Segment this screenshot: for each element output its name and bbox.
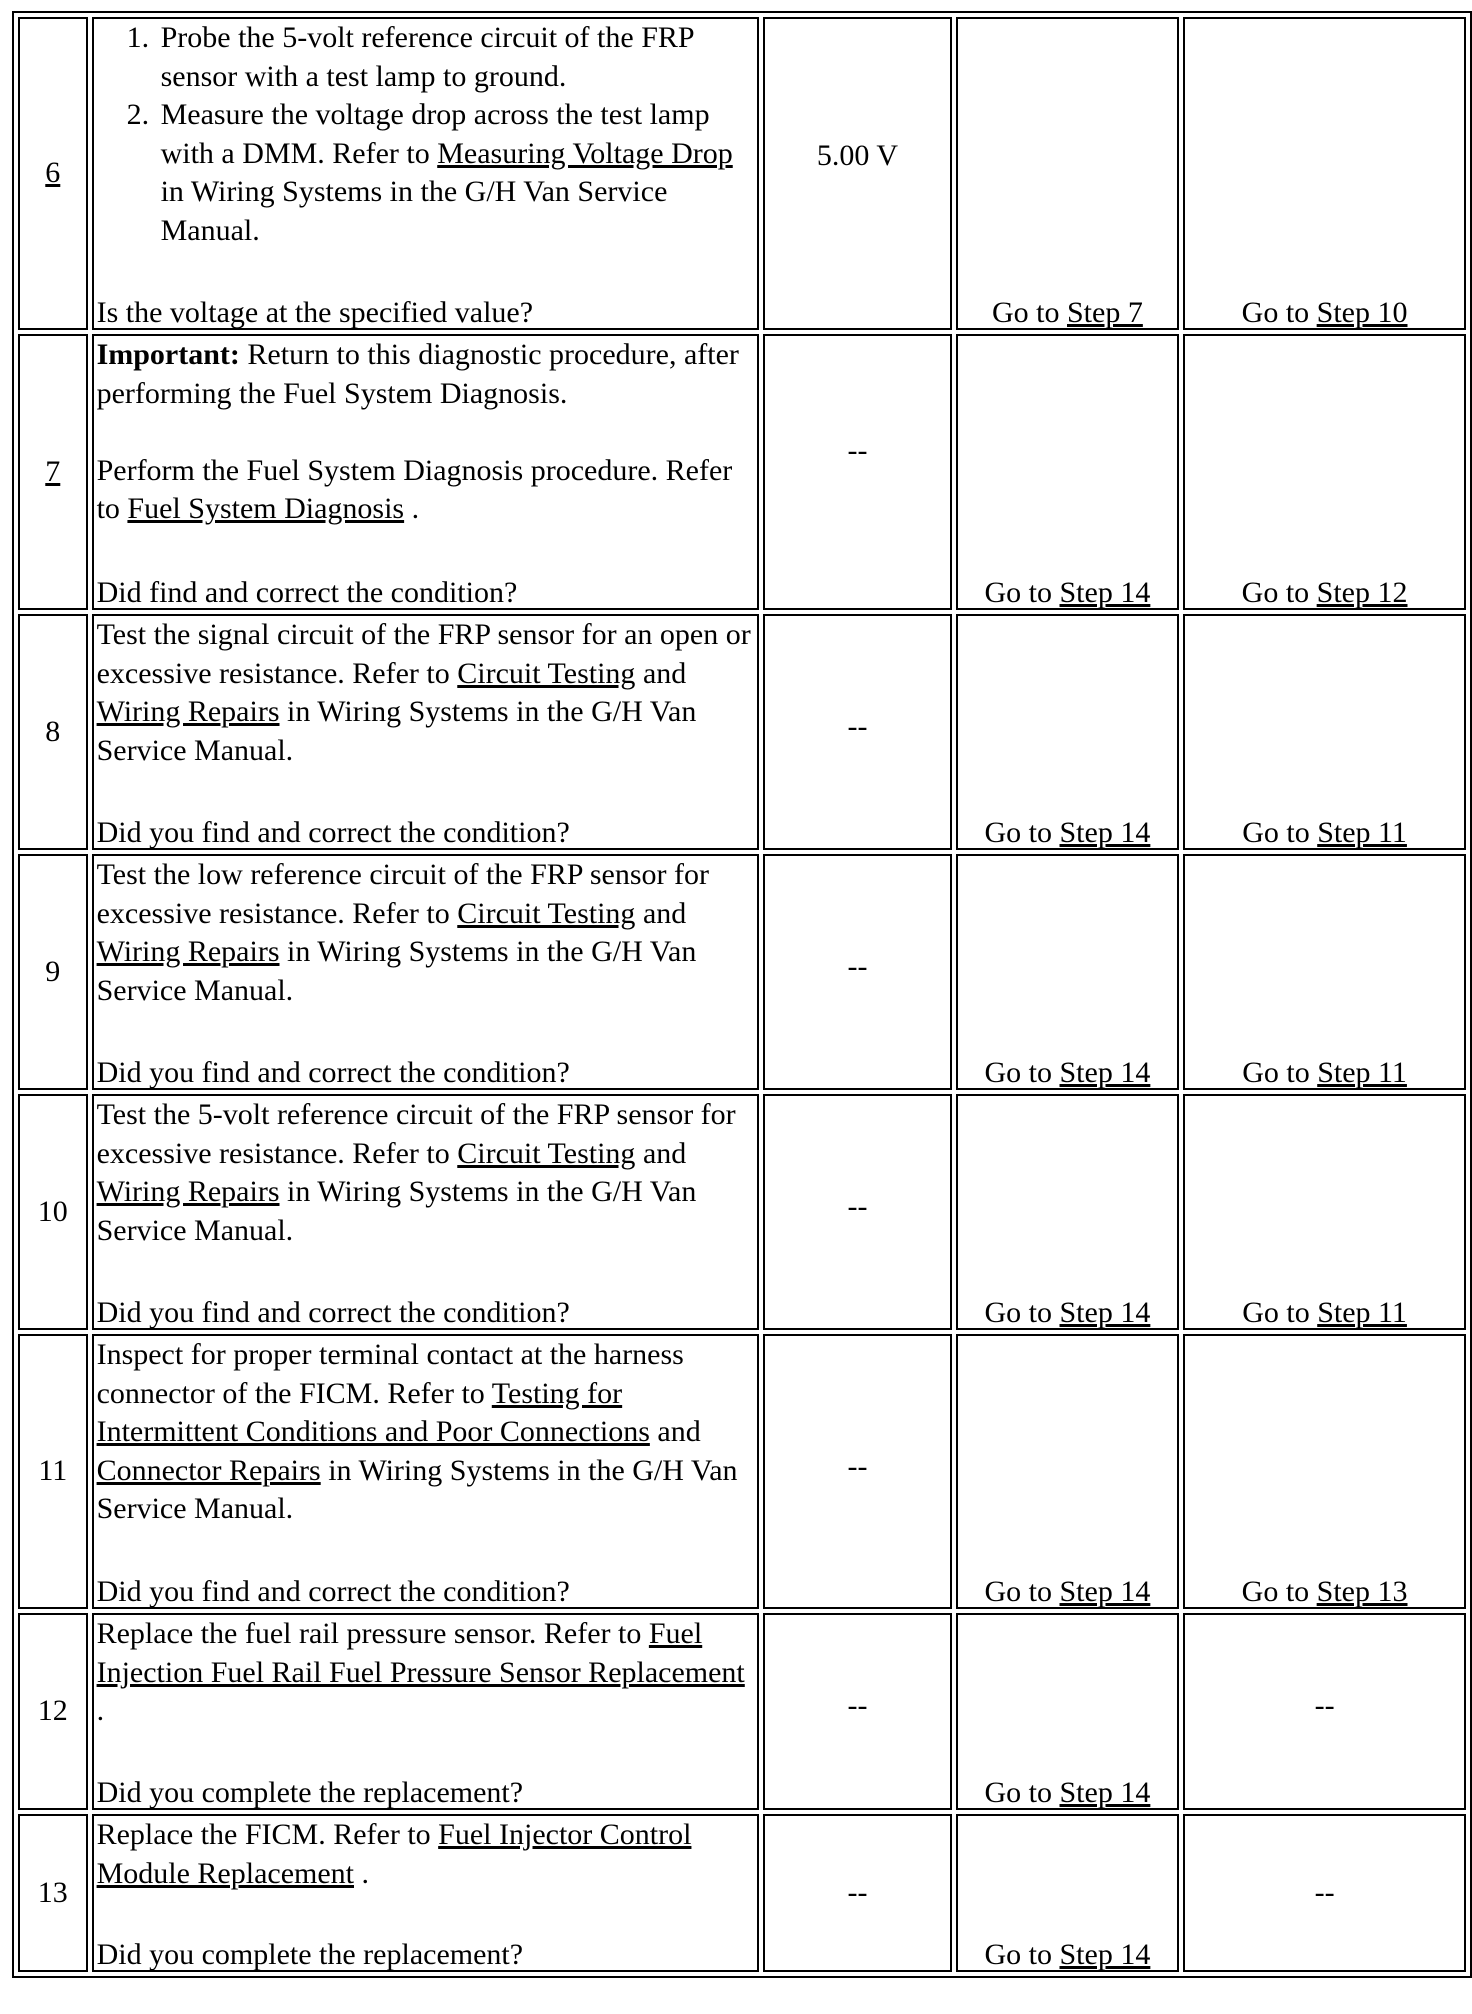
value-cell: [763, 1334, 951, 1609]
body-text: Test the signal circuit of the FRP sensor for an open or excessive resistance. Refer to Circuit Testing and Wiring Repairs in Wiring Systems in the G/H Van Service Manual.: [96, 618, 751, 767]
step-number-link[interactable]: 7: [45, 454, 61, 488]
fuel-system-diagnosis-link[interactable]: Fuel System Diagnosis: [127, 492, 405, 526]
no-step-link[interactable]: Step 11: [1317, 1296, 1407, 1330]
table-row-step-12: [18, 1613, 1466, 1810]
specified-value: --: [847, 1689, 868, 1722]
yes-goto: Go to Step 14: [984, 816, 1151, 850]
action-cell: [92, 17, 760, 330]
question-text: Did you find and correct the condition?: [96, 1575, 570, 1609]
action-cell: [92, 854, 760, 1090]
circuit-testing-link[interactable]: Circuit Testing: [457, 1136, 636, 1170]
action-cell: [92, 334, 760, 610]
question-text: Is the voltage at the specified value?: [96, 296, 534, 330]
action-cell: [92, 1334, 760, 1609]
step-number: 10: [37, 1194, 68, 1228]
yes-goto: Go to Step 14: [984, 576, 1151, 610]
specified-value: --: [847, 1876, 868, 1909]
action-cell: [92, 1094, 760, 1330]
testing-intermittent-conditions-link[interactable]: Testing for Intermittent Conditions and Poor Connections: [96, 1376, 650, 1449]
no-value: --: [1314, 1876, 1335, 1909]
instruction-item: 1. Probe the 5-volt reference circuit of the FRP sensor with a test lamp to ground.: [157, 19, 758, 96]
table-row-step-13: [18, 1814, 1466, 1972]
value-cell: [763, 1613, 951, 1810]
no-goto: Go to Step 12: [1241, 576, 1408, 610]
step-cell: [18, 17, 88, 330]
step-cell: [18, 614, 88, 850]
question-text: Did find and correct the condition?: [96, 576, 518, 610]
yes-step-link[interactable]: Step 14: [1059, 816, 1151, 850]
no-goto: Go to Step 10: [1241, 296, 1408, 330]
connector-repairs-link[interactable]: Connector Repairs: [96, 1453, 321, 1487]
table-row-step-8: [18, 614, 1466, 850]
body-text: Replace the fuel rail pressure sensor. Refer to Fuel Injection Fuel Rail Fuel Pressure Sensor Replacement .: [96, 1617, 745, 1728]
body-text: Perform the Fuel System Diagnosis procedure. Refer to Fuel System Diagnosis .: [96, 453, 733, 526]
no-cell: [1183, 614, 1466, 850]
table-row-step-7: [18, 334, 1466, 610]
no-step-link[interactable]: Step 11: [1317, 816, 1407, 850]
instruction-list: [97, 19, 758, 251]
no-step-link[interactable]: Step 12: [1316, 576, 1408, 610]
yes-cell: [956, 334, 1179, 610]
specified-value: --: [847, 434, 868, 467]
step-number: 11: [38, 1454, 68, 1488]
yes-step-link[interactable]: Step 14: [1059, 576, 1151, 610]
specified-value: --: [847, 1190, 868, 1223]
question-text: Did you complete the replacement?: [96, 1938, 524, 1972]
instruction-item: 2. Measure the voltage drop across the test lamp with a DMM. Refer to Measuring Voltage Drop in Wiring Systems in the G/H Van Service Manual.: [157, 96, 758, 250]
no-goto: Go to Step 13: [1241, 1575, 1408, 1609]
value-cell: [763, 614, 951, 850]
table-row-step-10: [18, 1094, 1466, 1330]
no-step-link[interactable]: Step 13: [1316, 1575, 1408, 1609]
value-cell: [763, 1094, 951, 1330]
wiring-repairs-link[interactable]: Wiring Repairs: [96, 935, 280, 969]
yes-goto: Go to Step 7: [992, 296, 1143, 330]
no-goto: Go to Step 11: [1242, 816, 1407, 850]
action-cell: [92, 1613, 760, 1810]
yes-step-link[interactable]: Step 14: [1059, 1938, 1151, 1972]
specified-value: --: [847, 950, 868, 983]
no-cell: [1183, 1613, 1466, 1810]
step-cell: [18, 1094, 88, 1330]
yes-cell: [956, 614, 1179, 850]
measuring-voltage-drop-link[interactable]: Measuring Voltage Drop: [437, 136, 733, 170]
yes-step-link[interactable]: Step 14: [1059, 1776, 1151, 1810]
wiring-repairs-link[interactable]: Wiring Repairs: [96, 695, 280, 729]
no-step-link[interactable]: Step 10: [1316, 296, 1408, 330]
no-goto: Go to Step 11: [1242, 1296, 1407, 1330]
step-number: 9: [45, 954, 61, 988]
value-cell: [763, 17, 951, 330]
ficm-replacement-link[interactable]: Fuel Injector Control Module Replacement: [96, 1818, 692, 1890]
step-number: 13: [37, 1875, 68, 1909]
no-cell: [1183, 1814, 1466, 1972]
step-number: 8: [45, 714, 61, 748]
no-cell: [1183, 1094, 1466, 1330]
yes-step-link[interactable]: Step 14: [1059, 1575, 1151, 1609]
yes-goto: Go to Step 14: [984, 1776, 1151, 1810]
step-cell: [18, 854, 88, 1090]
diagnostic-table: [12, 11, 1472, 1978]
no-cell: [1183, 17, 1466, 330]
yes-goto: Go to Step 14: [984, 1575, 1151, 1609]
yes-goto: Go to Step 14: [984, 1056, 1151, 1090]
body-text: Replace the FICM. Refer to Fuel Injector Control Module Replacement .: [96, 1818, 692, 1890]
yes-goto: Go to Step 14: [984, 1938, 1151, 1972]
table-row-step-11: [18, 1334, 1466, 1609]
question-text: Did you complete the replacement?: [96, 1776, 524, 1810]
no-value: --: [1314, 1689, 1335, 1722]
yes-cell: [956, 1334, 1179, 1609]
table-row-step-6: [18, 17, 1466, 330]
yes-cell: [956, 17, 1179, 330]
body-text: Inspect for proper terminal contact at the harness connector of the FICM. Refer to Testing for Intermittent Conditions and Poor Connections and Connector Repairs in Wiring Systems in the G/H Van Service Manual.: [96, 1338, 738, 1526]
action-cell: [92, 1814, 760, 1972]
step-number-link[interactable]: 6: [45, 156, 61, 190]
question-text: Did you find and correct the condition?: [96, 1056, 570, 1090]
action-cell: [92, 614, 760, 850]
no-cell: [1183, 1334, 1466, 1609]
no-cell: [1183, 334, 1466, 610]
yes-step-link[interactable]: Step 7: [1067, 296, 1143, 330]
body-text: Test the 5-volt reference circuit of the FRP sensor for excessive resistance. Refer to Circuit Testing and Wiring Repairs in Wiring Systems in the G/H Van Service Manual.: [96, 1098, 736, 1247]
yes-cell: [956, 1814, 1179, 1972]
yes-cell: [956, 1094, 1179, 1330]
fuel-pressure-sensor-replacement-link[interactable]: Fuel Injection Fuel Rail Fuel Pressure Sensor Replacement: [96, 1617, 745, 1689]
no-goto: Go to Step 11: [1242, 1056, 1407, 1090]
value-cell: [763, 1814, 951, 1972]
body-text: Test the low reference circuit of the FRP sensor for excessive resistance. Refer to Circuit Testing and Wiring Repairs in Wiring Systems in the G/H Van Service Manual.: [96, 858, 709, 1007]
yes-step-link[interactable]: Step 14: [1059, 1296, 1151, 1330]
specified-value: --: [847, 710, 868, 743]
circuit-testing-link[interactable]: Circuit Testing: [457, 896, 636, 930]
yes-cell: [956, 854, 1179, 1090]
yes-step-link[interactable]: Step 14: [1059, 1056, 1151, 1090]
no-step-link[interactable]: Step 11: [1317, 1056, 1407, 1090]
table-row-step-9: [18, 854, 1466, 1090]
wiring-repairs-link[interactable]: Wiring Repairs: [96, 1175, 280, 1209]
circuit-testing-link[interactable]: Circuit Testing: [457, 656, 636, 690]
specified-value: --: [847, 1450, 868, 1483]
question-text: Did you find and correct the condition?: [96, 816, 570, 850]
step-cell: [18, 334, 88, 610]
important-note: Important: Return to this diagnostic procedure, after performing the Fuel System Diagnosis.: [96, 338, 739, 410]
step-cell: [18, 1814, 88, 1972]
value-cell: [763, 854, 951, 1090]
value-cell: [763, 334, 951, 610]
step-number: 12: [37, 1694, 68, 1728]
no-cell: [1183, 854, 1466, 1090]
step-cell: [18, 1334, 88, 1609]
yes-cell: [956, 1613, 1179, 1810]
yes-goto: Go to Step 14: [984, 1296, 1151, 1330]
question-text: Did you find and correct the condition?: [96, 1296, 570, 1330]
step-cell: [18, 1613, 88, 1810]
specified-value: 5.00 V: [816, 139, 898, 172]
